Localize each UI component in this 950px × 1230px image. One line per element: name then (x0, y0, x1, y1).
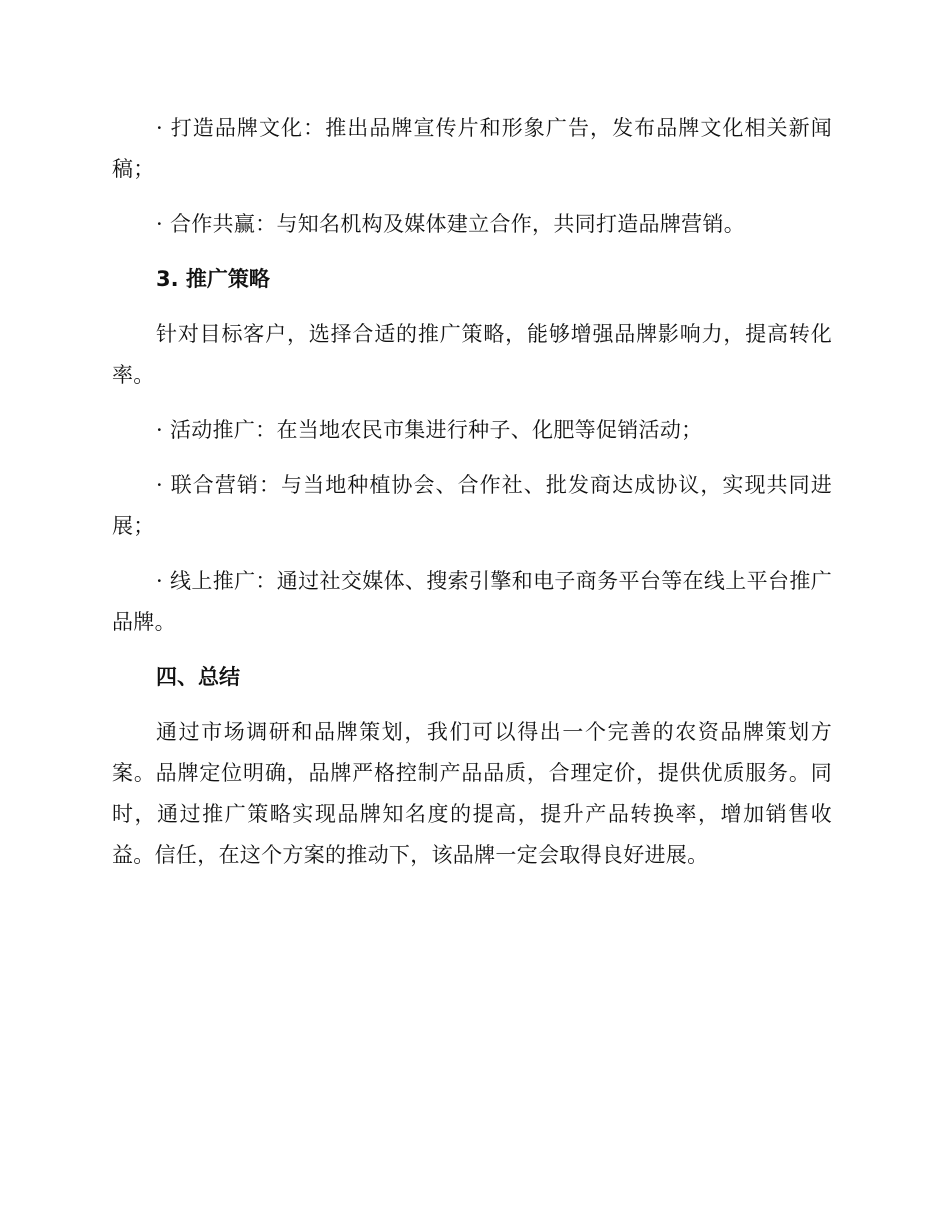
bullet-cooperation: · 合作共赢：与知名机构及媒体建立合作，共同打造品牌营销。 (156, 212, 746, 236)
document-page (112, 108, 832, 876)
section-heading-promotion-strategy: 3. 推广策略 (156, 267, 270, 291)
promotion-strategy-intro: 针对目标客户，选择合适的推广策略，能够增强品牌影响力，提高转化率。 (112, 322, 832, 387)
bullet-joint-marketing: · 联合营销：与当地种植协会、合作社、批发商达成协议，实现共同进展； (112, 473, 832, 538)
bullet-brand-culture: · 打造品牌文化：推出品牌宣传片和形象广告，发布品牌文化相关新闻稿； (112, 116, 832, 181)
summary-paragraph: 通过市场调研和品牌策划，我们可以得出一个完善的农资品牌策划方案。品牌定位明确，品牌严格控制产品品质，合理定价，提供优质服务。同时，通过推广策略实现品牌知名度的提高，提升产品转换率，增加销售收益。信任，在这个方案的推动下，该品牌一定会取得良好进展。 (112, 720, 832, 867)
bullet-event-promotion: · 活动推广：在当地农民市集进行种子、化肥等促销活动； (156, 418, 703, 442)
bullet-online-promotion: · 线上推广：通过社交媒体、搜索引擎和电子商务平台等在线上平台推广品牌。 (112, 569, 832, 634)
section-heading-summary: 四、总结 (156, 665, 240, 689)
